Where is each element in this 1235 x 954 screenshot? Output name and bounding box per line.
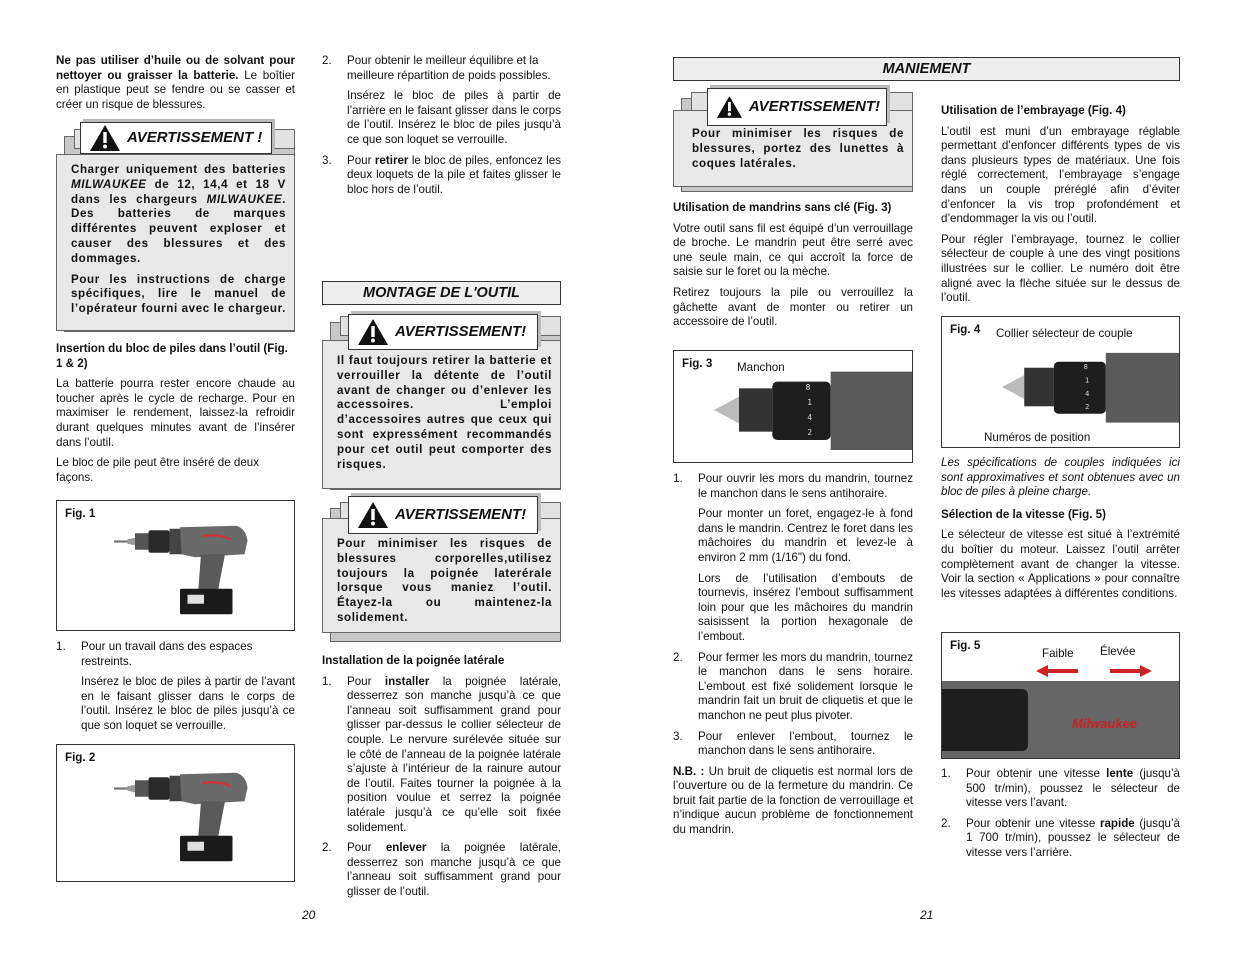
paragraph-chuck-1: Votre outil sans fil est équipé d’un verrouillage de broche. Le mandrin peut être serré avec une seule main, ce qui accroît la force de saisie sur le foret ou la mèche. xyxy=(673,221,913,279)
right-column-2-list xyxy=(941,767,1180,867)
figure-5 xyxy=(941,632,1180,759)
list-item: 2. Pour obtenir le meilleur équilibre et la meilleure répartition de poids possibles. Insérez le bloc de piles à partir de l’arrière en le faisant glisser dans le corps de l’outil. Insérez le bloc de piles jusqu’à ce que son loquet se verrouille. xyxy=(322,54,561,146)
figure-5-label: Fig. 5 xyxy=(950,639,981,652)
figure-2-label: Fig. 2 xyxy=(65,751,96,764)
figure-3 xyxy=(673,350,913,463)
warning-title: AVERTISSEMENT ! xyxy=(80,122,272,154)
figure-5-low-label: Faible xyxy=(1042,647,1074,660)
heading-clutch: Utilisation de l’embrayage (Fig. 4) xyxy=(941,104,1126,117)
figure-4 xyxy=(941,316,1180,448)
left-column-1-lower xyxy=(56,342,295,491)
list-item: 1. Pour un travail dans des espaces restreints. Insérez le bloc de piles à partir de l’avant en le faisant glisser dans le corps de l’outil. Insérez le bloc de piles jusqu’à ce que son loquet se verrouille. xyxy=(56,640,295,732)
warning-title: AVERTISSEMENT! xyxy=(707,88,887,126)
drill-body-illustration xyxy=(942,681,1180,759)
warning-triangle-icon xyxy=(716,93,743,121)
heading-speed: Sélection de la vitesse (Fig. 5) xyxy=(941,507,1106,521)
warning-title: AVERTISSEMENT! xyxy=(348,314,538,350)
paragraph-speed: Le sélecteur de vitesse est situé à l’extrémité du boîtier du moteur. Laissez l’outil arrêter complètement avant de changer la vitesse. Voir la section « Applications » pour connaître les vitesses adaptées à différentes conditions. xyxy=(941,528,1180,600)
heading-insert-battery: Insertion du bloc de piles dans l’outil (Fig. 1 & 2) xyxy=(56,342,288,370)
warning-box-remove-battery xyxy=(322,312,561,490)
left-column-2-lower xyxy=(322,654,561,906)
figure-3-caption: Manchon xyxy=(737,361,785,374)
page-number-right: 21 xyxy=(920,908,934,922)
figure-2 xyxy=(56,744,295,882)
paragraph-battery-warm: La batterie pourra rester encore chaude au toucher après le cycle de recharge. Pour en maximiser le rendement, laissez-la refroidir durant quelques minutes avant de l’insérer dans l’outil. xyxy=(56,377,295,449)
right-column-2 xyxy=(941,104,1180,312)
warning-triangle-icon xyxy=(357,501,389,529)
note-cliquetis: N.B. : Un bruit de cliquetis est normal lors de l’ouverture ou de la fermeture du mandrin. Ce bruit fait partie de la fonction de verrouillage et n’indique aucun problème de fonctionnement du mandrin. xyxy=(673,764,913,837)
list-item: 2. Pour fermer les mors du mandrin, tournez le manchon dans le sens horaire. L’embout est fixé solidement lorsque le mandrin fait un bruit de cliquetis et que le manchon ne peut plus pivoter. xyxy=(673,650,913,722)
list-item: 3. Pour enlever l’embout, tournez le manchon dans le sens antihoraire. xyxy=(673,729,913,758)
warning-box-charger xyxy=(56,124,295,332)
drill-illustration xyxy=(105,503,285,631)
warning-glasses-text: Pour minimiser les risques de blessures, portez des lunettes à coques latérales. xyxy=(673,110,913,187)
paragraph-clutch-2: Pour régler l’embrayage, tournez le collier sélecteur de couple à une des vingt positions illustrées sur le collier. Le numéro doit être aligné avec la flèche située sur le dessus de l’outil. xyxy=(941,232,1180,305)
list-item: 2. Pour enlever la poignée latérale, desserrez son manche jusqu’à ce que l’anneau soit suffisamment grand pour glisser de l’outil. xyxy=(322,841,561,898)
note-torque: Les spécifications de couples indiquées ici sont approximatives et sont obtenues avec un bloc de piles à pleine charge. xyxy=(941,456,1180,499)
right-column-1 xyxy=(673,201,913,336)
paragraph-clutch-1: L’outil est muni d’un embrayage réglable permettant d’enfoncer différents types de vis dans plusieurs types de matériaux. Une fois réglé correctement, l’embrayage s’engage dans un couple préréglé afin d’éviter d’enfoncer la vis trop profondément et d’endommager la vis ou l’outil. xyxy=(941,124,1180,226)
battery-care-intro: Ne pas utiliser d’huile ou de solvant pour nettoyer ou graisser la batterie. Le boîtier en plastique peut se fendre ou se casser et créer un risque de blessures. xyxy=(56,54,295,111)
warning-triangle-icon xyxy=(357,318,389,346)
drill-clutch-illustration xyxy=(1002,337,1180,437)
figure-4-caption-bottom: Numéros de position xyxy=(984,431,1091,444)
figure-3-label: Fig. 3 xyxy=(682,357,713,370)
warning-remove-battery-text: Il faut toujours retirer la batterie et verrouiller la détente de l’outil avant de changer ou d’enlever les accessoires. L’emploi d’accessoires autres que ceux qui sont expressément recommandés pour cet outil peut comporter des risques. xyxy=(322,340,561,489)
paragraph-two-ways: Le bloc de pile peut être inséré de deux façons. xyxy=(56,456,260,484)
left-column-2 xyxy=(322,54,561,203)
heading-keyless-chuck: Utilisation de mandrins sans clé (Fig. 3) xyxy=(673,201,892,214)
section-title-assembly: MONTAGE DE L'OUTIL xyxy=(322,281,561,305)
left-column-1-list xyxy=(56,640,295,740)
figure-4-label: Fig. 4 xyxy=(950,323,981,336)
list-item: 1. Pour installer la poignée latérale, desserrez son manche jusqu’à ce que l’anneau soit suffisamment grand pour glisser par-dessus le collier sélecteur de couple. Le nervure surélevée située sur le côté de l’anneau de la poignée latérale s’ajuste à l’intérieur de la rainure autour de l’outil. Faites tourner la poignée à la position voulue et serrez la poignée latérale jusqu’à ce qu’elle soit fixée solidement. xyxy=(322,674,561,834)
right-column-2-lower xyxy=(941,456,1180,607)
warning-triangle-icon xyxy=(89,124,121,152)
figure-1 xyxy=(56,500,295,631)
figure-5-high-label: Élevée xyxy=(1100,645,1136,658)
drill-illustration xyxy=(105,749,285,879)
speed-arrows-icon xyxy=(1034,663,1154,679)
figure-4-caption-top: Collier sélecteur de couple xyxy=(996,327,1133,340)
brand-logo: Milwaukee xyxy=(1072,716,1138,731)
left-column-1 xyxy=(56,54,295,118)
list-item: 2. Pour obtenir une vitesse rapide (jusqu’à 1 700 tr/min), poussez le sélecteur de vitesse vers l’arrière. xyxy=(941,816,1180,859)
paragraph-chuck-2: Retirez toujours la pile ou verrouillez la gâchette avant de monter ou retirer un accessoire de l’outil. xyxy=(673,285,913,329)
drill-chuck-illustration xyxy=(714,357,913,463)
heading-side-handle: Installation de la poignée latérale xyxy=(322,654,505,667)
warning-box-glasses xyxy=(673,88,913,192)
page-number-left: 20 xyxy=(302,908,316,922)
list-item: 1. Pour ouvrir les mors du mandrin, tournez le manchon dans le sens antihoraire. Pour monter un foret, engagez-le à fond dans le mandrin. Centrez le foret dans les mâchoires du mandrin et levez-le à environ 2 mm (1/16") du fond. Lors de l’utilisation d’embouts de tournevis, insérez l’embout suffisamment loin pour que les mâchoires du mandrin saisissent la portion hexagonale de l’embout. xyxy=(673,472,913,643)
figure-1-label: Fig. 1 xyxy=(65,507,96,520)
section-title-handling: MANIEMENT xyxy=(673,57,1180,81)
list-item: 1. Pour obtenir une vitesse lente (jusqu’à 500 tr/min), poussez le sélecteur de vitesse vers l’avant. xyxy=(941,767,1180,810)
list-item: 3. Pour retirer le bloc de piles, enfoncez les deux loquets de la pile et faites glisser le bloc hors de l’outil. xyxy=(322,153,561,196)
warning-charger-text: Charger uniquement des batteries MILWAUKEE de 12, 14,4 et 18 V dans les chargeurs MILWAUKEE. Des batteries de marques différentes peuvent exploser et causer des blessures et des dommages. xyxy=(71,163,286,265)
right-column-1-list xyxy=(673,472,913,844)
warning-side-handle-text: Pour minimiser les risques de blessures corporelles,utilisez toujours la poignée laterérale lorsque vous maniez l’outil. Étayez-la ou maintenez-la solidement. xyxy=(322,518,561,633)
warning-box-side-handle xyxy=(322,496,561,642)
warning-title: AVERTISSEMENT! xyxy=(348,496,538,534)
warning-charger-manual: Pour les instructions de charge spécifiques, lire le manuel de l’opérateur fourni avec le chargeur. xyxy=(71,272,286,316)
